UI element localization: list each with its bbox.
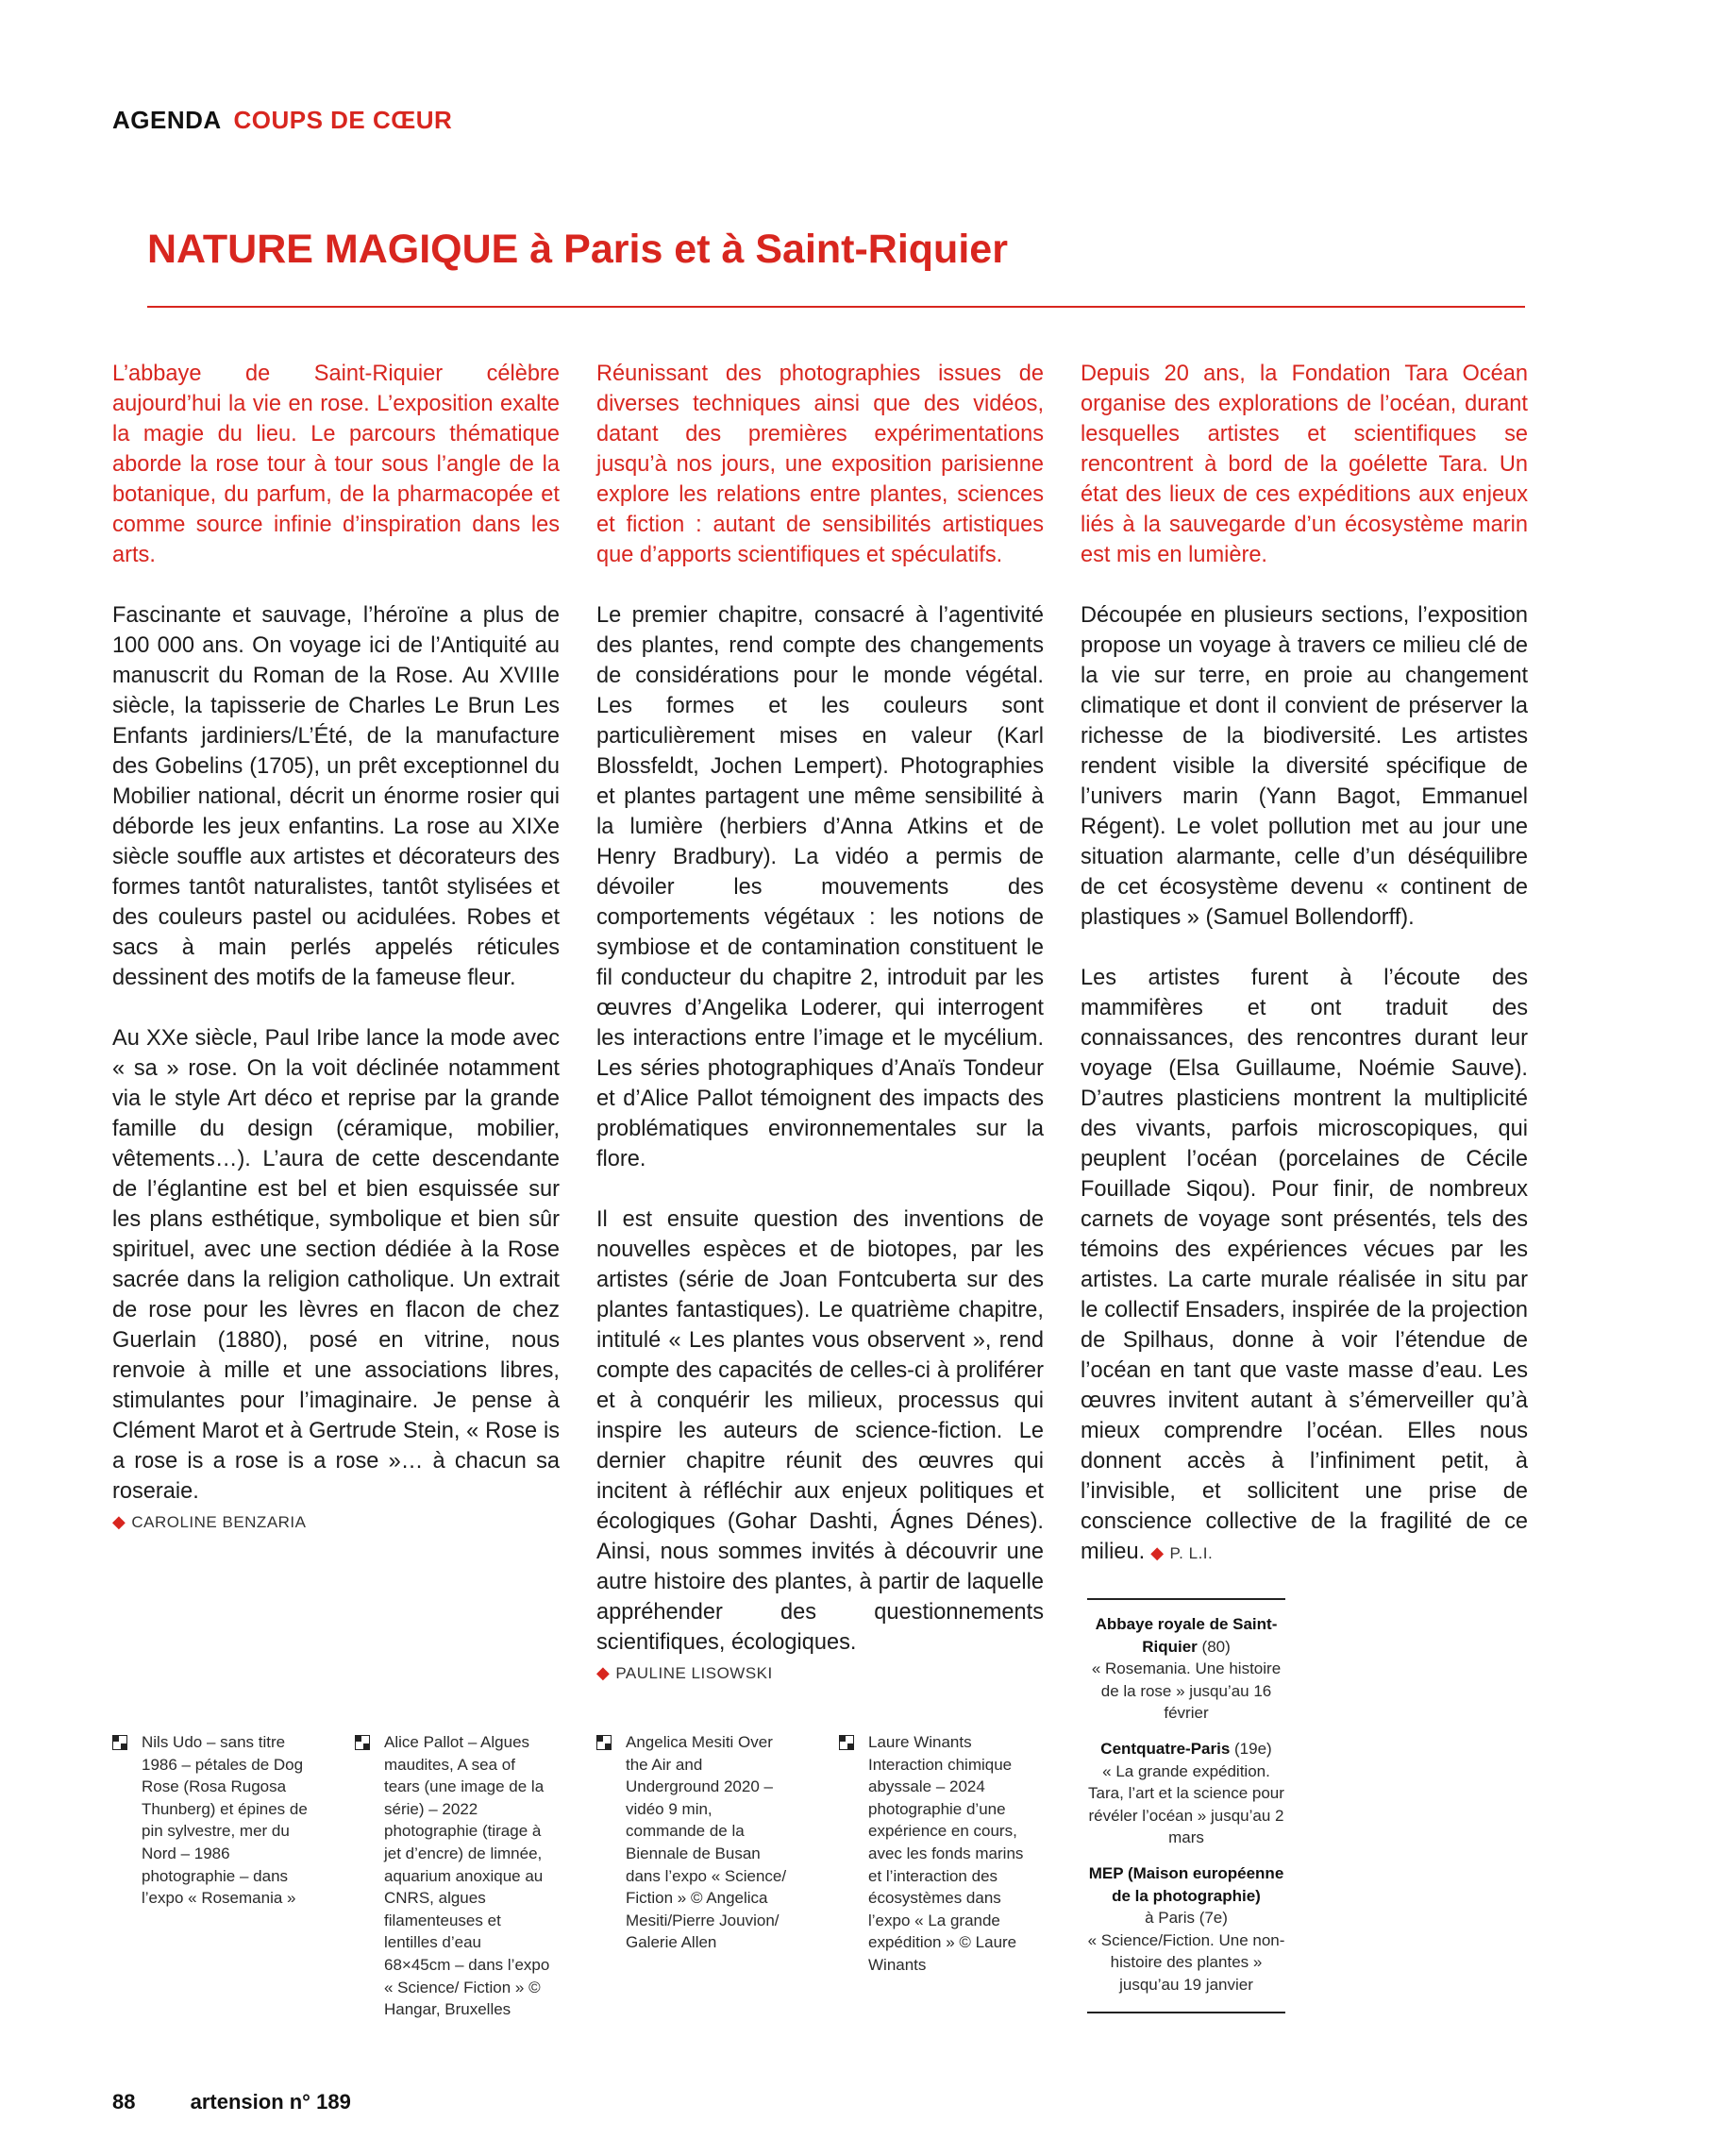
title-divider — [147, 306, 1525, 308]
diamond-icon: ◆ — [1150, 1543, 1165, 1562]
checker-square-icon — [355, 1735, 370, 1750]
column-3-paragraph-2-text: Les artistes furent à l’écoute des mammifères et ont traduit des connaissances, des rencontres durant leur voyage (Elsa Guillaume, Noémie Sauve). D’autres plasticiens montrent la multiplicité des vivants, parfois microscopiques, qui peuplent l’océan (porcelaines de Cécile Fouillade Siqou). Pour finir, de nombreux carnets de voyage sont présentés, tels des témoins des expériences vécues par les artistes. La carte murale réalisée in situ par le collectif Ensaders, inspirée de la projection de Spilhaus, donne à voir l’étendue de l’océan en tant que vaste masse d’eau. Les œuvres invitent autant à s’émerveiller qu’à mieux comprendre l’océan. Elles nous donnent accès à l’infiniment petit, à l’invisible, et sollicitent une prise de conscience collective de la fragilité de ce milieu. — [1081, 966, 1528, 1564]
venue-2 — [1087, 1738, 1285, 1849]
venue-3 — [1087, 1862, 1285, 1996]
column-1-lead: L’abbaye de Saint-Riquier célèbre aujourd’hui la vie en rose. L’exposition exalte la magie du lieu. Le parcours thématique aborde la rose tour à tour sous l’angle de la botanique, du parfum, de la pharmacopée et comme source infinie d’inspiration dans les arts. — [112, 362, 560, 567]
checker-square-icon — [596, 1735, 612, 1750]
column-1-paragraph-1: Fascinante et sauvage, l’héroïne a plus de 100 000 ans. On voyage ici de l’Antiquité au manuscrit du Roman de la Rose. Au XVIIIe siècle, la tapisserie de Charles Le Brun Les Enfants jardiniers/L’Été, de la manufacture des Gobelins (1705), un prêt exceptionnel du Mobilier national, décrit un énorme rosier qui déborde les jeux enfantins. La rose au XIXe siècle souffle aux artistes et décorateurs des formes tantôt naturalistes, tantôt stylisées et des couleurs pastel ou acidulées. Robes et sacs à main perlés appelés réticules dessinent des motifs de la fameuse fleur. — [112, 603, 560, 990]
venue-details: « Science/Fiction. Une non-histoire des plantes » jusqu’au 19 janvier — [1087, 1930, 1285, 1994]
page-number: 88 — [112, 2090, 136, 2114]
venue-details: « La grande expédition. Tara, l’art et la science pour révéler l’océan » jusqu’au 2 mars — [1088, 1761, 1284, 1847]
venue-place: (80) — [1201, 1637, 1231, 1656]
caption-1 — [112, 1731, 308, 1910]
author-initials: P. L.I. — [1169, 1544, 1214, 1562]
diamond-icon: ◆ — [112, 1512, 126, 1531]
venue-place: à Paris (7e) — [1145, 1909, 1228, 1928]
checker-square-icon — [839, 1735, 854, 1750]
venue-place: (19e) — [1234, 1739, 1272, 1758]
author-name: CAROLINE BENZARIA — [131, 1513, 307, 1531]
column-1-paragraph-2: Au XXe siècle, Paul Iribe lance la mode avec « sa » rose. On la voit déclinée notamment via le style Art déco et reprise par la grande famille du design (céramique, mobilier, vêtements…). L’aura de cette descendante de l’églantine est bel et bien esquissée sur les plans esthétique, symbolique et bien sûr spirituel, avec une section dédiée à la Rose sacrée dans la religion catholique. Un extrait de rose pour les lèvres en flacon de chez Guerlain (1880), posé en vitrine, nous renvoie à mille et une associations libres, stimulantes pour l’imaginaire. Je pense à Clément Marot et à Gertrude Stein, « Rose is a rose is a rose is a rose »… à chacun sa roseraie. — [112, 1026, 560, 1504]
subsection-label: COUPS DE CŒUR — [233, 106, 453, 134]
checker-square-icon — [112, 1735, 127, 1750]
exhibition-info-box — [1087, 1598, 1285, 2013]
article-column-1 — [112, 359, 560, 1534]
diamond-icon: ◆ — [596, 1663, 611, 1682]
column-2-paragraph-2: Il est ensuite question des inventions de nouvelles espèces et de biotopes, par les artistes (série de Joan Fontcuberta sur des plantes fantastiques). Le quatrième chapitre, intitulé « Les plantes vous observent », rend compte des capacités de celles-ci à proliférer et à conquérir les milieux, processus qui inspire les auteurs de science-fiction. Le dernier chapitre réunit des œuvres qui incitent à réfléchir aux enjeux politiques et écologiques (Gohar Dashti, Ágnes Dénes). Ainsi, nous sommes invités à découvrir une autre histoire des plantes, à partir de laquelle appréhender des questionnements scientifiques, écologiques. — [596, 1207, 1044, 1655]
author-name: PAULINE LISOWSKI — [615, 1664, 773, 1682]
magazine-issue: artension n° 189 — [190, 2090, 351, 2114]
column-2-paragraph-1: Le premier chapitre, consacré à l’agentivité des plantes, rend compte des changements de considérations pour le monde végétal. Les formes et les couleurs sont particulièrement mises en valeur (Karl Blossfeldt, Jochen Lempert). Photographies et plantes partagent une même sensibilité à la lumière (herbiers d’Anna Atkins et de Henry Bradbury). La vidéo a permis de dévoiler les mouvements des comportements végétaux : les notions de symbiose et de contamination constituent le fil conducteur du chapitre 2, introduit par les œuvres d’Angelika Loderer, qui interrogent les interactions entre l’image et le mycélium. Les séries photographiques d’Anaïs Tondeur et d’Alice Pallot témoignent des impacts des problématiques environnementales sur la flore. — [596, 603, 1044, 1171]
caption-text: Laure Winants Interaction chimique abyssale – 2024 photographie d’une expérience en cours, avec les fonds marins et l’interaction des écosystèmes dans l’expo « La grande expédition » © Laure Winants — [868, 1733, 1024, 1974]
column-2-lead: Réunissant des photographies issues de diverses techniques ainsi que des vidéos, datant des premières expérimentations jusqu’à nos jours, une exposition parisienne explore les relations entre plantes, sciences et fiction : autant de sensibilités artistiques que d’apports scientifiques et spéculatifs. — [596, 362, 1044, 567]
column-1-signature — [112, 1510, 560, 1534]
article-title: NATURE MAGIQUE à Paris et à Saint-Riquier — [147, 227, 1008, 272]
section-label: AGENDA — [112, 106, 221, 134]
running-head — [112, 106, 452, 135]
caption-text: Nils Udo – sans titre 1986 – pétales de Dog Rose (Rosa Rugosa Thunberg) et épines de pin sylvestre, mer du Nord – 1986 photographie – dans l’expo « Rosemania » — [142, 1733, 308, 1908]
column-3-paragraph-1: Découpée en plusieurs sections, l’exposition propose un voyage à travers ce milieu clé de la vie sur terre, en proie au changement climatique et dont il convient de préserver la richesse de la biodiversité. Les artistes rendent visible la diversité spécifique de l’univers marin (Yann Bagot, Emmanuel Régent). Le volet pollution met au jour une situation alarmante, celle d’un déséquilibre de cet écosystème devenu « continent de plastiques » (Samuel Bollendorff). — [1081, 603, 1528, 930]
caption-4 — [839, 1731, 1028, 1977]
venue-details: « Rosemania. Une histoire de la rose » jusqu’au 16 février — [1091, 1659, 1282, 1723]
caption-2 — [355, 1731, 550, 2021]
column-3-signature — [1150, 1544, 1213, 1562]
article-column-2 — [596, 359, 1044, 1685]
column-3-lead: Depuis 20 ans, la Fondation Tara Océan organise des explorations de l’océan, durant lesquelles artistes et scientifiques se rencontrent à bord de la goélette Tara. Un état des lieux de ces expéditions aux enjeux liés à la sauvegarde d’un écosystème marin est mis en lumière. — [1081, 362, 1528, 567]
venue-name: MEP (Maison européenne de la photographie) — [1088, 1863, 1284, 1905]
venue-1 — [1087, 1613, 1285, 1725]
caption-text: Alice Pallot – Algues maudites, A sea of tears (une image de la série) – 2022 photographie (tirage à jet d’encre) de limnée, aquarium anoxique au CNRS, algues filamenteuses et lentilles d’eau 68×45cm – dans l’expo « Science/ Fiction » © Hangar, Bruxelles — [384, 1733, 550, 2019]
article-column-3 — [1081, 359, 1528, 1573]
column-3-paragraph-2 — [1081, 963, 1528, 1569]
venue-name: Centquatre-Paris — [1100, 1739, 1231, 1758]
page-folio — [112, 2090, 351, 2114]
caption-3 — [596, 1731, 785, 1954]
caption-text: Angelica Mesiti Over the Air and Underground 2020 – vidéo 9 min, commande de la Biennale de Busan dans l’expo « Science/ Fiction » © Angelica Mesiti/Pierre Jouvion/ Galerie Allen — [626, 1733, 787, 1952]
column-2-signature — [596, 1661, 1044, 1685]
venue-name: Abbaye royale de Saint-Riquier — [1095, 1615, 1278, 1656]
